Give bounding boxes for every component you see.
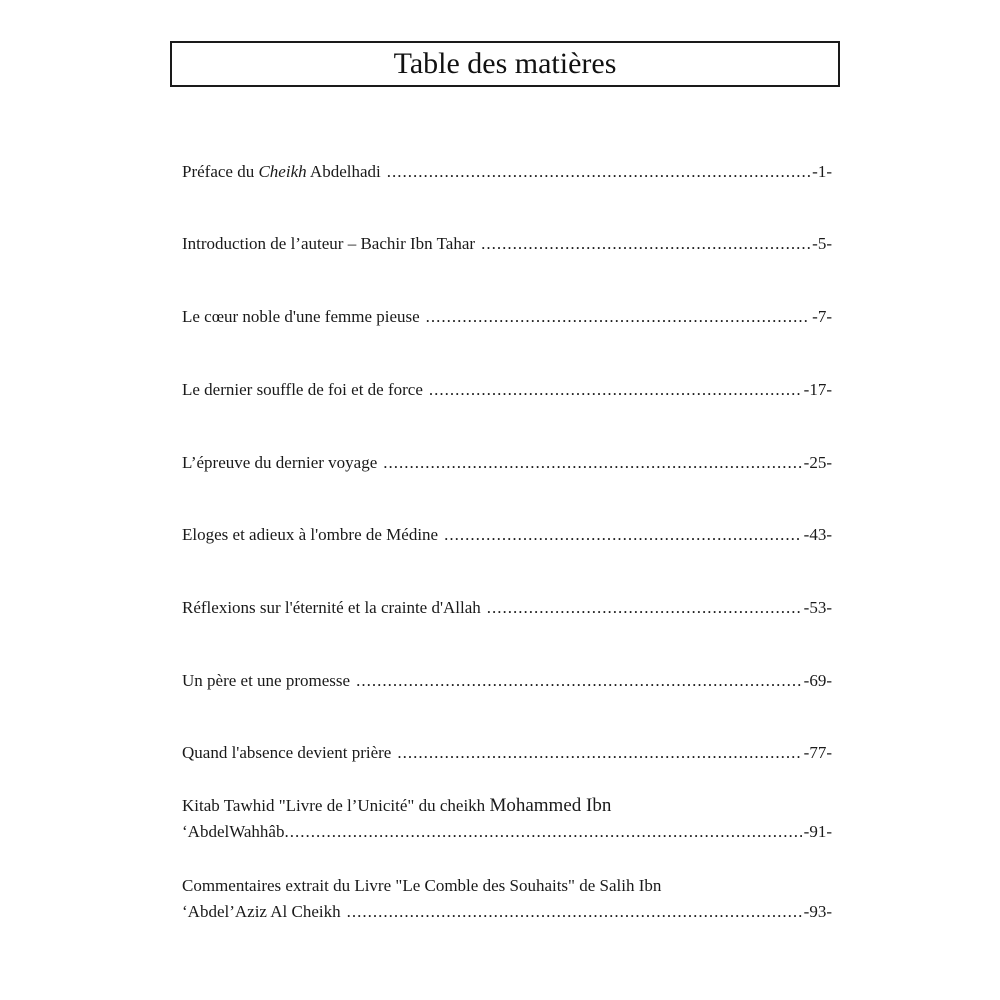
toc-entry-epreuve[interactable] (182, 453, 832, 473)
page-number: -53- (803, 598, 832, 617)
entry-title: Eloges et adieux à l'ombre de Médine (182, 525, 439, 544)
dot-leader (429, 380, 802, 400)
page-number: -7- (812, 307, 832, 326)
page-number: -25- (803, 453, 832, 472)
entry-title-line-1: Commentaires extrait du Livre "Le Comble des Souhaits" de Salih Ibn (182, 876, 662, 895)
entry-title: L’épreuve du dernier voyage (182, 453, 378, 472)
page-number: -1- (812, 162, 832, 181)
page-number: -77- (803, 743, 832, 762)
entry-title: Préface du Cheikh Abdelhadi (182, 162, 381, 181)
toc-title-box (170, 41, 840, 87)
entry-title-line-1: Kitab Tawhid "Livre de l’Unicité" du cheikh Mohammed Ibn (182, 795, 612, 816)
toc-entry-coeur-noble[interactable] (182, 307, 832, 327)
dot-leader (444, 525, 802, 545)
dot-leader (481, 234, 810, 254)
dot-leader (387, 162, 810, 182)
toc-entry-pere-promesse[interactable] (182, 671, 832, 691)
page-number: -43- (803, 525, 832, 544)
page-number: -93- (803, 902, 832, 921)
dot-leader (397, 743, 801, 763)
page-number: -17- (803, 380, 832, 399)
entry-title: Introduction de l’auteur – Bachir Ibn Tahar (182, 234, 476, 253)
dot-leader (487, 598, 802, 618)
toc-entry-kitab-tawhid[interactable] (182, 796, 832, 842)
dot-leader (426, 307, 811, 327)
toc-entry-preface[interactable] (182, 162, 832, 182)
entry-title-line-2: ‘AbdelWahhâb (182, 822, 285, 841)
dot-leader (383, 453, 801, 473)
toc-entry-commentaires[interactable] (182, 876, 832, 922)
dot-leader (347, 902, 802, 922)
entry-title-line-2: ‘Abdel’Aziz Al Cheikh (182, 902, 341, 921)
dot-leader (356, 671, 802, 691)
toc-entry-introduction[interactable] (182, 234, 832, 254)
toc-entry-absence-priere[interactable] (182, 743, 832, 763)
toc-entry-eloges[interactable] (182, 525, 832, 545)
entry-title: Quand l'absence devient prière (182, 743, 392, 762)
entry-title: Réflexions sur l'éternité et la crainte d'Allah (182, 598, 481, 617)
page-title: Table des matières (393, 47, 617, 80)
entry-title: Le cœur noble d'une femme pieuse (182, 307, 420, 326)
entry-title: Le dernier souffle de foi et de force (182, 380, 423, 399)
dot-leader (284, 822, 801, 842)
page-number: -5- (812, 234, 832, 253)
toc-entry-dernier-souffle[interactable] (182, 380, 832, 400)
page-number: -91- (803, 822, 832, 841)
page-number: -69- (803, 671, 832, 690)
toc-entry-reflexions[interactable] (182, 598, 832, 618)
entry-title: Un père et une promesse (182, 671, 351, 690)
